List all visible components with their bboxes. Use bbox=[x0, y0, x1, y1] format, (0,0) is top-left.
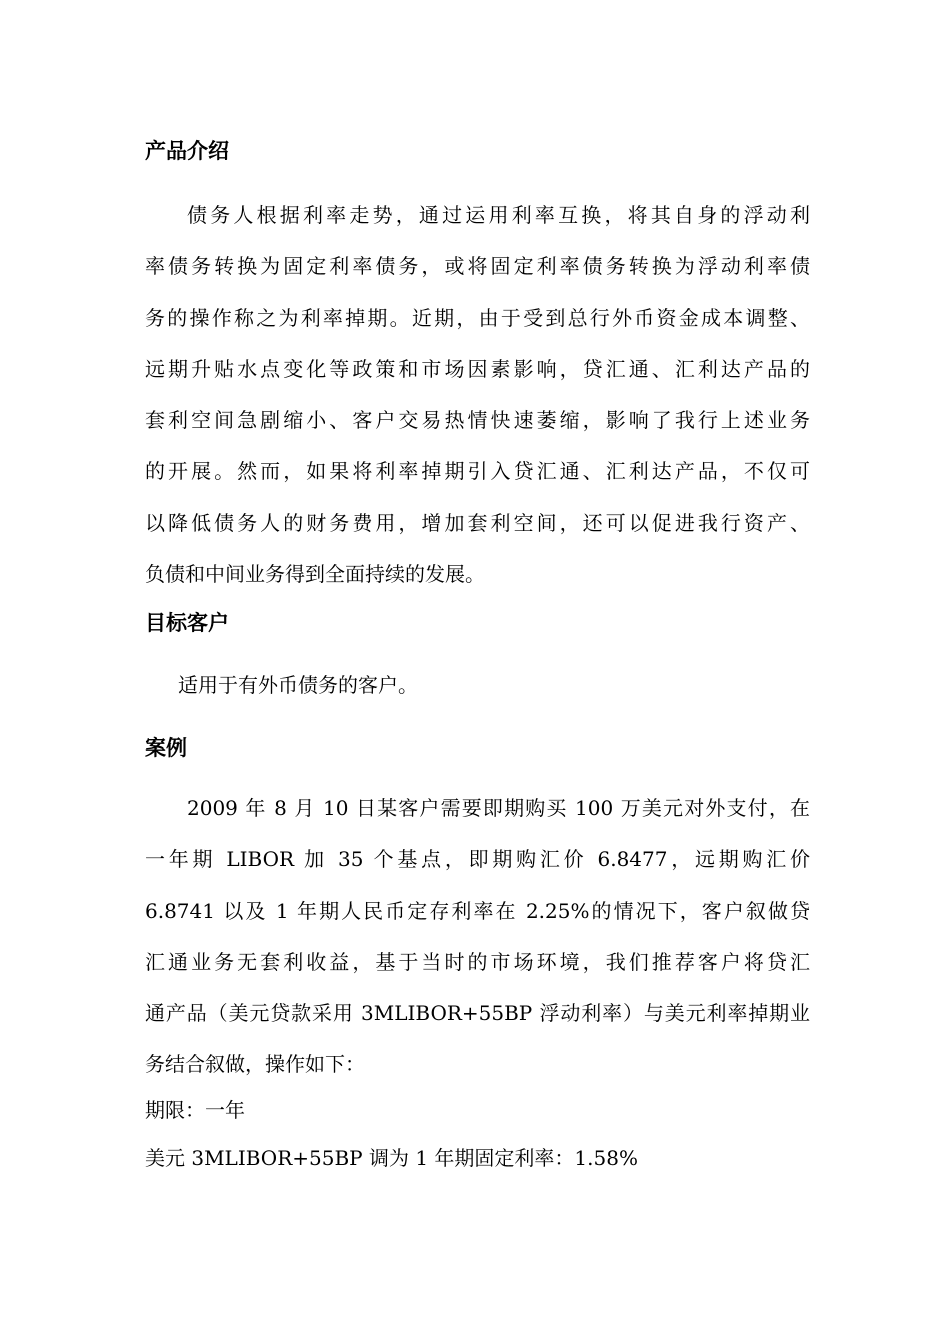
intro-line: 率债务转换为固定利率债务，或将固定利率债务转换为浮动利率债 bbox=[145, 254, 810, 279]
target-line: 适用于有外币债务的客户。 bbox=[178, 673, 418, 697]
case-line: 2009 年 8 月 10 日某客户需要即期购买 100 万美元对外支付，在 bbox=[187, 796, 810, 820]
intro-line: 以降低债务人的财务费用，增加套利空间，还可以促进我行资产、 bbox=[145, 510, 810, 535]
target-paragraph bbox=[145, 660, 810, 711]
intro-line: 远期升贴水点变化等政策和市场因素影响，贷汇通、汇利达产品的 bbox=[145, 356, 810, 381]
case-line: 汇通业务无套利收益，基于当时的市场环境，我们推荐客户将贷汇 bbox=[145, 949, 810, 974]
section-title-target-customers: 目标客户 bbox=[145, 611, 229, 635]
intro-line: 负债和中间业务得到全面持续的发展。 bbox=[145, 562, 485, 587]
case-line: 一年期 LIBOR 加 35 个基点，即期购汇价 6.8477，远期购汇价 bbox=[145, 847, 810, 872]
intro-line: 债务人根据利率走势，通过运用利率互换，将其自身的浮动利 bbox=[187, 203, 810, 227]
case-line: 务结合叙做，操作如下： bbox=[145, 1052, 365, 1077]
case-line: 6.8741 以及 1 年期人民币定存利率在 2.25%的情况下，客户叙做贷 bbox=[145, 898, 810, 923]
section-title-product-intro: 产品介绍 bbox=[145, 139, 229, 163]
case-fixed-rate: 美元 3MLIBOR+55BP 调为 1 年期固定利率：1.58% bbox=[145, 1146, 638, 1170]
intro-line: 务的操作称之为利率掉期。近期，由于受到总行外币资金成本调整、 bbox=[145, 305, 810, 330]
section-title-case: 案例 bbox=[145, 736, 187, 760]
intro-line: 的开展。然而，如果将利率掉期引入贷汇通、汇利达产品，不仅可 bbox=[145, 459, 810, 484]
intro-paragraph bbox=[145, 190, 810, 600]
intro-line: 套利空间急剧缩小、客户交易热情快速萎缩，影响了我行上述业务 bbox=[145, 408, 810, 433]
case-line: 通产品（美元贷款采用 3MLIBOR+55BP 浮动利率）与美元利率掉期业 bbox=[145, 1001, 810, 1026]
case-paragraph bbox=[145, 783, 810, 1091]
case-term: 期限：一年 bbox=[145, 1098, 245, 1122]
